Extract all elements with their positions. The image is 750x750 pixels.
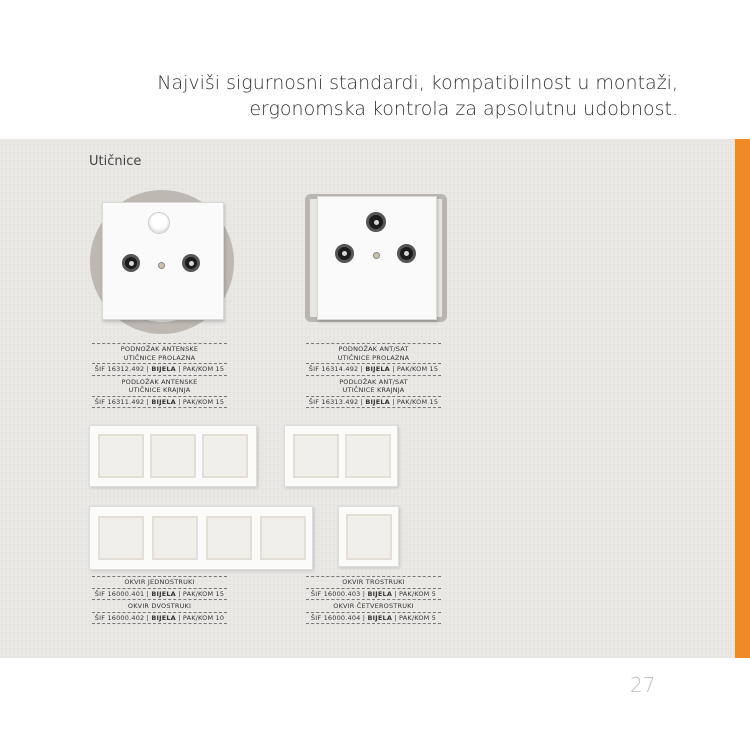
product-code: ŠIF 16313.492 | BIJELA | PAK/KOM 15	[306, 396, 441, 409]
antenna-socket-image	[88, 186, 238, 336]
antenna-sat-socket-image	[303, 188, 453, 328]
screw-icon	[158, 262, 165, 269]
radio-connector-icon	[397, 244, 416, 263]
socket-knob-icon	[148, 212, 170, 234]
frame-name: OKVIR TROSTRUKI	[306, 576, 441, 587]
triple-frame-image	[89, 425, 257, 487]
product-name-line-1: PODNOŽAK ANTENSKE	[120, 345, 199, 353]
headline-line-1: Najviši sigurnosni standardi, kompatibilnost u montaži,	[157, 72, 678, 94]
product-code: ŠIF 16311.492 | BIJELA | PAK/KOM 15	[92, 396, 227, 409]
section-title: Utičnice	[89, 154, 142, 169]
frame-caption	[306, 576, 441, 624]
product-name-line-2: UTIČNICE PROLAZNA	[123, 353, 196, 362]
product-code: ŠIF 16312.492 | BIJELA | PAK/KOM 15	[92, 363, 227, 376]
frame-name: OKVIR DVOSTRUKI	[127, 602, 192, 610]
sat-connector-icon	[366, 212, 386, 232]
screw-icon	[373, 252, 380, 259]
product-name-line-1: PODLOŽAK ANT/SAT	[339, 377, 408, 386]
frame-name: OKVIR JEDNOSTRUKI	[92, 576, 227, 587]
frame-code: ŠIF 16000.404 | BIJELA | PAK/KOM 5	[306, 612, 441, 625]
frame-code: ŠIF 16000.403 | BIJELA | PAK/KOM 5	[306, 588, 441, 601]
product-caption	[306, 343, 441, 408]
tv-connector-icon	[122, 254, 140, 272]
headline-line-2: ergonomska kontrola za apsolutnu udobnost.	[249, 98, 678, 120]
orange-accent-bar	[735, 139, 750, 658]
page-number: 27	[630, 673, 656, 697]
double-frame-image	[284, 425, 398, 487]
frame-code: ŠIF 16000.402 | BIJELA | PAK/KOM 10	[92, 612, 227, 625]
product-caption	[92, 343, 227, 408]
frame-caption	[92, 576, 227, 624]
page-headline	[0, 70, 678, 122]
product-code: ŠIF 16314.492 | BIJELA | PAK/KOM 15	[306, 363, 441, 376]
product-name-line-2: UTIČNICE PROLAZNA	[337, 353, 410, 362]
product-name-line-1: PODNOŽAK ANT/SAT	[338, 345, 409, 353]
frame-name: OKVIR ČETVEROSTRUKI	[333, 602, 414, 610]
frame-code: ŠIF 16000.401 | BIJELA | PAK/KOM 15	[92, 588, 227, 601]
product-name-line-2: UTIČNICE KRAJNJA	[128, 386, 191, 394]
radio-connector-icon	[182, 254, 200, 272]
quadruple-frame-image	[89, 506, 313, 570]
tv-connector-icon	[335, 244, 354, 263]
product-name-line-2: UTIČNICE KRAJNJA	[342, 386, 405, 394]
single-frame-image	[338, 506, 399, 567]
product-name-line-1: PODLOŽAK ANTENSKE	[121, 377, 198, 386]
